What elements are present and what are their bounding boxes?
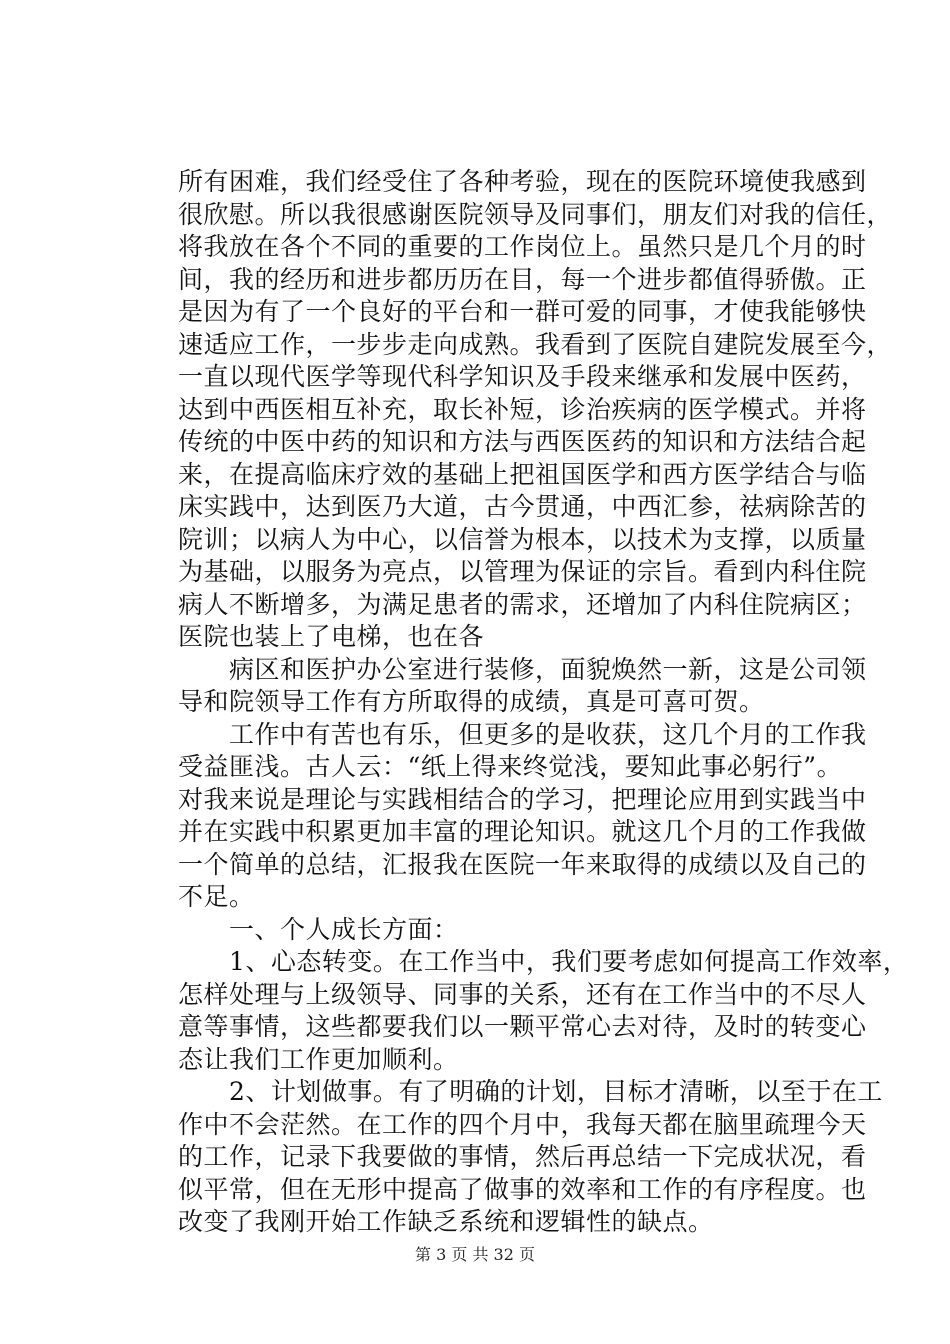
text-line: 一个简单的总结，汇报我在医院一年来取得的成绩以及自己的 (178, 849, 867, 879)
text-line: 是因为有了一个良好的平台和一群可爱的同事，才使我能够快 (178, 297, 867, 326)
text-line: 受益匪浅。古人云：“纸上得来终觉浅，要知此事必躬行”。 (178, 752, 843, 781)
text-line: 达到中西医相互补充，取长补短，诊治疾病的医学模式。并将 (178, 394, 867, 424)
page-footer: 第 3 页 共 32 页 (415, 1245, 535, 1264)
text-line: 院训；以病人为中心，以信誉为根本，以技术为支撑，以质量 (178, 524, 867, 554)
text-line: 并在实践中积累更加丰富的理论知识。就这几个月的工作我做 (178, 817, 867, 846)
text-line: 床实践中，达到医乃大道，古今贯通，中西汇参，祛病除苦的 (178, 492, 867, 521)
text-line: 所有困难，我们经受住了各种考验，现在的医院环境使我感到 (178, 167, 867, 196)
text-line: 为基础，以服务为亮点，以管理为保证的宗旨。看到内科住院 (178, 557, 867, 586)
text-line: 传统的中医中药的知识和方法与西医医药的知识和方法结合起 (178, 427, 867, 456)
text-line: 改变了我刚开始工作缺乏系统和逻辑性的缺点。 (178, 1207, 714, 1236)
text-line: 对我来说是理论与实践相结合的学习，把理论应用到实践当中 (178, 784, 867, 814)
text-line: 间，我的经历和进步都历历在目，每一个进步都值得骄傲。正 (178, 264, 867, 294)
text-line: 似平常，但在无形中提高了做事的效率和工作的有序程度。也 (178, 1174, 867, 1204)
text-line: 作中不会茫然。在工作的四个月中，我每天都在脑里疏理今天 (178, 1109, 867, 1139)
text-line: 速适应工作，一步步走向成熟。我看到了医院自建院发展至今， (178, 329, 893, 359)
text-line: 一直以现代医学等现代科学知识及手段来继承和发展中医药， (178, 362, 867, 391)
text-line: 导和院领导工作有方所取得的成绩，真是可喜可贺。 (178, 687, 765, 716)
text-line: 1、心态转变。在工作当中，我们要考虑如何提高工作效率， (178, 947, 909, 976)
text-line: 医院也装上了电梯，也在各 (178, 622, 485, 651)
text-line: 工作中有苦也有乐，但更多的是收获，这几个月的工作我 (178, 719, 867, 749)
text-line: 将我放在各个不同的重要的工作岗位上。虽然只是几个月的时 (178, 232, 867, 261)
text-line: 意等事情，这些都要我们以一颗平常心去对待，及时的转变心 (178, 1012, 867, 1041)
text-line: 一、个人成长方面： (178, 914, 459, 944)
text-line: 不足。 (178, 882, 255, 911)
text-line: 态让我们工作更加顺利。 (178, 1044, 459, 1074)
text-line: 病区和医护办公室进行装修，面貌焕然一新，这是公司领 (178, 654, 867, 684)
text-line: 很欣慰。所以我很感谢医院领导及同事们，朋友们对我的信任， (178, 199, 893, 229)
text-line: 2、计划做事。有了明确的计划，目标才清晰，以至于在工 (178, 1077, 883, 1106)
text-line: 的工作，记录下我要做的事情，然后再总结一下完成状况，看 (178, 1142, 867, 1171)
document-body (178, 166, 909, 1239)
text-line: 病人不断增多，为满足患者的需求，还增加了内科住院病区； (178, 589, 867, 619)
text-line: 怎样处理与上级领导、同事的关系，还有在工作当中的不尽人 (178, 979, 867, 1009)
text-line: 来，在提高临床疗效的基础上把祖国医学和西方医学结合与临 (178, 459, 867, 489)
